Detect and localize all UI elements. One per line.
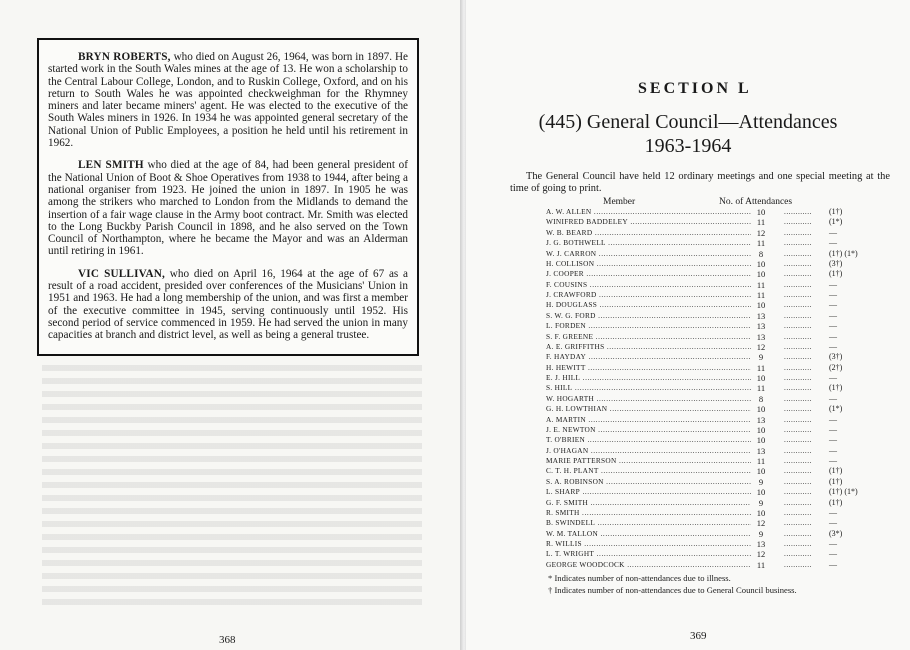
attendance-count: 10	[756, 269, 766, 280]
non-attendance-note: (3†)	[829, 258, 843, 268]
obituary-name: LEN SMITH	[78, 159, 144, 172]
attendance-count: 13	[756, 445, 766, 456]
non-attendance-note: —	[829, 290, 837, 299]
member-name: J. COOPER .....	[546, 269, 751, 279]
title-line-2: 1963-1964	[644, 135, 732, 157]
leader-dots	[784, 404, 812, 414]
attendance-count: 11	[756, 362, 766, 373]
member-name: L. T. WRIGHT .....	[546, 549, 751, 559]
non-attendance-note: —	[829, 507, 837, 517]
leader-dots	[784, 456, 812, 466]
page-title	[466, 110, 910, 158]
table-row	[546, 342, 886, 352]
intro-paragraph: The General Council have held 12 ordinary meetings and one special meeting at the time of going to print.	[510, 171, 890, 194]
leader-dots	[784, 228, 812, 238]
non-attendance-note: —	[829, 321, 837, 331]
column-attendances: No. of Attendances	[719, 197, 793, 207]
non-attendance-note: (1†)	[829, 207, 843, 216]
obituary-bryn-roberts	[48, 51, 408, 149]
member-name: S. F. GREENE .....	[546, 332, 751, 342]
leader-dots	[784, 207, 812, 217]
title-line-1: (445) General Council—Attendances	[538, 111, 838, 133]
attendance-count: 13	[756, 414, 766, 425]
table-row	[546, 539, 886, 549]
attendance-count: 11	[756, 279, 766, 290]
table-row	[546, 446, 886, 456]
member-name: S. A. ROBINSON .....	[546, 477, 751, 487]
member-name: W. M. TALLON .....	[546, 529, 751, 539]
leader-dots	[784, 446, 812, 456]
attendance-count: 10	[756, 466, 766, 477]
leader-dots	[784, 363, 812, 373]
attendance-count: 10	[756, 258, 766, 269]
attendance-count: 13	[756, 331, 766, 342]
table-row	[546, 269, 886, 279]
table-row	[546, 373, 886, 383]
non-attendance-note: (1*)	[829, 404, 843, 414]
attendance-count: 13	[756, 321, 766, 332]
table-row	[546, 518, 886, 528]
non-attendance-note: (1†)	[829, 269, 843, 279]
non-attendance-note: —	[829, 539, 837, 548]
obituary-name: BRYN ROBERTS,	[78, 51, 171, 63]
attendance-count: 9	[758, 352, 764, 363]
table-row	[546, 435, 886, 445]
non-attendance-note: —	[829, 300, 837, 310]
attendance-count: 9	[758, 476, 764, 487]
member-name: W. J. CARRON .....	[546, 249, 751, 259]
table-row	[546, 300, 886, 310]
leader-dots	[784, 394, 812, 404]
leader-dots	[784, 518, 812, 528]
non-attendance-note: —	[829, 331, 837, 341]
non-attendance-note: —	[829, 238, 837, 248]
attendance-count: 13	[756, 539, 766, 549]
attendance-count: 11	[756, 217, 766, 228]
non-attendance-note: (1†)	[829, 383, 843, 393]
non-attendance-note: (3†)	[829, 352, 843, 362]
member-name: J. E. NEWTON .....	[546, 425, 751, 435]
member-name: J. CRAWFORD .....	[546, 290, 751, 300]
section-heading: SECTION L	[638, 80, 752, 97]
leader-dots	[784, 300, 812, 310]
member-name: C. T. H. PLANT .....	[546, 466, 751, 476]
attendance-count: 8	[758, 393, 764, 404]
leader-dots	[784, 466, 812, 476]
leader-dots	[784, 238, 812, 248]
member-name: T. O'BRIEN .....	[546, 435, 751, 445]
footnotes	[548, 573, 797, 596]
member-name: GEORGE WOODCOCK .....	[546, 560, 751, 570]
table-row	[546, 280, 886, 290]
non-attendance-note: —	[829, 445, 837, 455]
table-row	[546, 238, 886, 248]
member-name: H. HEWITT .....	[546, 363, 751, 373]
attendance-count: 11	[756, 456, 766, 466]
attendance-count: 11	[756, 559, 766, 570]
obituary-len-smith	[48, 159, 408, 257]
non-attendance-note: —	[829, 518, 837, 528]
member-name: F. HAYDAY .....	[546, 352, 751, 362]
table-row	[546, 487, 886, 497]
non-attendance-note: —	[829, 414, 837, 424]
leader-dots	[784, 498, 812, 508]
table-row	[546, 332, 886, 342]
leader-dots	[784, 435, 812, 445]
member-name: R. WILLIS .....	[546, 539, 751, 549]
non-attendance-note: —	[829, 549, 837, 559]
leader-dots	[784, 269, 812, 279]
attendance-count: 12	[756, 549, 766, 560]
non-attendance-note: —	[829, 373, 837, 382]
non-attendance-note: —	[829, 424, 837, 434]
leader-dots	[784, 249, 812, 259]
attendance-count: 12	[756, 227, 766, 238]
attendance-count: 10	[756, 487, 766, 498]
non-attendance-note: (1†) (1*)	[829, 487, 858, 497]
member-name: F. COUSINS .....	[546, 280, 751, 290]
non-attendance-note: (1*)	[829, 217, 843, 227]
right-page	[466, 0, 910, 650]
attendance-count: 10	[756, 373, 766, 383]
table-row	[546, 363, 886, 373]
attendance-count: 10	[756, 435, 766, 446]
leader-dots	[784, 487, 812, 497]
leader-dots	[784, 539, 812, 549]
obituary-text: who died on August 26, 1964, was born in 1897. He started work in the South Wales mines at the age of 13. He won a scholarship to the Central Labour College, London, and to Ruskin College, Oxford, and on his return to South Wales he was appointed checkweighman for the Rhymney miners and later became miners' agent. He was elected to the executive of the South Wales miners in 1926. In 1934 he was appointed general secretary of the National Union of Public Employees, a position he held until his retirement in 1962.	[48, 51, 408, 150]
member-name: S. HILL .....	[546, 383, 751, 393]
attendance-count: 10	[756, 424, 766, 435]
member-name: J. G. BOTHWELL .....	[546, 238, 751, 248]
attendance-count: 9	[758, 497, 764, 508]
leader-dots	[784, 217, 812, 227]
attendance-count: 13	[756, 310, 766, 321]
leader-dots	[784, 383, 812, 393]
leader-dots	[784, 415, 812, 425]
member-name: L. SHARP .....	[546, 487, 751, 497]
attendance-count: 11	[756, 383, 766, 394]
leader-dots	[784, 560, 812, 570]
member-name: A. MARTIN .....	[546, 415, 751, 425]
non-attendance-note: —	[829, 559, 837, 569]
attendance-count: 10	[756, 207, 766, 217]
leader-dots	[784, 342, 812, 352]
footnote-illness: * Indicates number of non-attendances due to illness.	[548, 573, 731, 583]
table-row	[546, 394, 886, 404]
attendance-count: 12	[756, 341, 766, 352]
non-attendance-note: —	[829, 393, 837, 403]
attendance-count: 11	[756, 238, 766, 249]
attendance-table	[546, 207, 886, 570]
leader-dots	[784, 321, 812, 331]
obituaries-box	[37, 38, 419, 356]
table-row	[546, 560, 886, 570]
page-number-right: 369	[690, 630, 707, 642]
attendance-count: 8	[758, 248, 764, 259]
table-row	[546, 477, 886, 487]
table-row	[546, 352, 886, 362]
table-row	[546, 404, 886, 414]
member-name: A. E. GRIFFITHS .....	[546, 342, 751, 352]
table-row	[546, 456, 886, 466]
member-name: L. FORDEN .....	[546, 321, 751, 331]
table-row	[546, 383, 886, 393]
attendance-count: 11	[756, 290, 766, 300]
obituary-text: who died on April 16, 1964 at the age of 67 as a result of a road accident, presided over conferences of the Musicians' Union in 1951 and 1963. He had a long membership of the union, and was first a member of the executive committee in 1945, serving continuously until 1952. His second period of service commenced in 1959. He had served the union in many capacities at branch and district level, as well as being a general trustee.	[48, 267, 408, 342]
table-row	[546, 321, 886, 331]
leader-dots	[784, 280, 812, 290]
non-attendance-note: (3*)	[829, 528, 843, 538]
table-row	[546, 498, 886, 508]
obituary-vic-sullivan	[48, 268, 408, 342]
table-row	[546, 207, 886, 217]
obituary-name: VIC SULLIVAN,	[78, 267, 166, 280]
footnote-council-business: † Indicates number of non-attendances due to General Council business.	[548, 584, 797, 595]
table-row	[546, 425, 886, 435]
non-attendance-note: —	[829, 279, 837, 289]
member-name: WINIFRED BADDELEY .....	[546, 217, 751, 227]
leader-dots	[784, 311, 812, 321]
member-name: S. W. G. FORD .....	[546, 311, 751, 321]
non-attendance-note: —	[829, 310, 837, 320]
member-name: J. O'HAGAN .....	[546, 446, 751, 456]
non-attendance-note: —	[829, 227, 837, 237]
member-name: MARIE PATTERSON .....	[546, 456, 751, 466]
member-name: W. B. BEARD .....	[546, 228, 751, 238]
member-name: G. H. LOWTHIAN .....	[546, 404, 751, 414]
leader-dots	[784, 425, 812, 435]
member-name: W. HOGARTH .....	[546, 394, 751, 404]
member-name: R. SMITH .....	[546, 508, 751, 518]
table-row	[546, 249, 886, 259]
leader-dots	[784, 477, 812, 487]
leader-dots	[784, 373, 812, 383]
non-attendance-note: —	[829, 341, 837, 351]
attendance-count: 9	[758, 528, 764, 539]
leader-dots	[784, 508, 812, 518]
table-row	[546, 415, 886, 425]
non-attendance-note: (2†)	[829, 362, 843, 372]
non-attendance-note: (1†) (1*)	[829, 248, 858, 258]
table-row	[546, 259, 886, 269]
leader-dots	[784, 529, 812, 539]
member-name: A. W. ALLEN .....	[546, 207, 751, 217]
table-row	[546, 549, 886, 559]
leader-dots	[784, 290, 812, 300]
table-row	[546, 228, 886, 238]
table-row	[546, 217, 886, 227]
table-row	[546, 529, 886, 539]
member-name: H. COLLISON .....	[546, 259, 751, 269]
attendance-count: 10	[756, 300, 766, 311]
table-row	[546, 466, 886, 476]
leader-dots	[784, 352, 812, 362]
column-member: Member	[603, 197, 636, 207]
page-number-left: 368	[219, 634, 236, 646]
member-name: E. J. HILL .....	[546, 373, 751, 383]
table-row	[546, 508, 886, 518]
leader-dots	[784, 259, 812, 269]
member-name: G. F. SMITH .....	[546, 498, 751, 508]
non-attendance-note: —	[829, 435, 837, 445]
show-through-text	[42, 365, 422, 605]
obituary-text: who died at the age of 84, had been general president of the National Union of Boot & Shoe Operatives from 1938 to 1944, after being a national organiser from 1923. He joined the union in 1897. In 1905 he was among the strikers who marched to London from the Midlands to demand the insertion of a fair wage clause in the Army boot contract. Mr. Smith was elected to the Long Buckby Parish Council in 1898, and he also served on the Town Council of Northampton, where he became the Mayor and was an Alderman until retiring in 1961.	[48, 159, 408, 258]
attendance-count: 12	[756, 518, 766, 529]
non-attendance-note: (1†)	[829, 466, 843, 476]
member-name: B. SWINDELL .....	[546, 518, 751, 528]
attendance-count: 10	[756, 507, 766, 518]
non-attendance-note: (1†)	[829, 497, 843, 507]
attendance-count: 10	[756, 404, 766, 415]
member-name: H. DOUGLASS .....	[546, 300, 751, 310]
leader-dots	[784, 332, 812, 342]
table-row	[546, 311, 886, 321]
non-attendance-note: (1†)	[829, 476, 843, 486]
table-row	[546, 290, 886, 300]
non-attendance-note: —	[829, 456, 837, 465]
leader-dots	[784, 549, 812, 559]
